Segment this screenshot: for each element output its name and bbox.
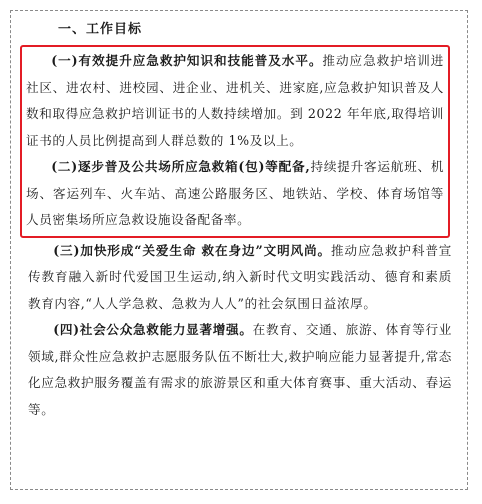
paragraph-3-lead: (三)加快形成“关爱生命 救在身边”文明风尚。 xyxy=(53,242,331,258)
section-heading: 一、工作目标 xyxy=(58,22,143,37)
paragraph-2-body: 持续提升客运航班、机场、客运列车、火车站、高速公路服务区、地铁站、学校、体育场馆等人员密集场所应急救设施设备配备率。 xyxy=(26,159,445,227)
paragraph-1 xyxy=(26,48,444,154)
paragraph-4-body: 在教育、交通、旅游、体育等行业领域,群众性应急救护志愿服务队伍不断壮大,救护响应能力显著提升,常态化应急救护服务覆盖有需求的旅游景区和重大体育赛事、重大活动、春运等。 xyxy=(28,322,452,417)
unhighlighted-section xyxy=(26,238,452,424)
document-body xyxy=(26,21,466,423)
highlight-box xyxy=(20,45,450,238)
paragraph-2 xyxy=(26,154,444,234)
paragraph-3 xyxy=(28,238,452,318)
paragraph-1-lead: (一)有效提升应急救护知识和技能普及水平。 xyxy=(51,53,323,68)
paragraph-3-body: 推动应急救护科普宣传教育融入新时代爱国卫生运动,纳入新时代文明实践活动、德育和素质教育内容,“人人学急救、急救为人人”的社会氛围日益浓厚。 xyxy=(28,242,452,311)
paragraph-2-lead: (二)逐步普及公共场所应急救箱(包)等配备, xyxy=(51,159,311,174)
paragraph-4-lead: (四)社会公众急救能力显著增强。 xyxy=(53,322,253,337)
paragraph-1-body: 推动应急救护培训进社区、进农村、进校园、进企业、进机关、进家庭,应急救护知识普及人数和取得应急救护培训证书的人数持续增加。到 2022 年年底,取得培训证书的人员比例提高到人群总数的 1%及以上。 xyxy=(26,53,444,148)
paragraph-4 xyxy=(28,317,452,423)
